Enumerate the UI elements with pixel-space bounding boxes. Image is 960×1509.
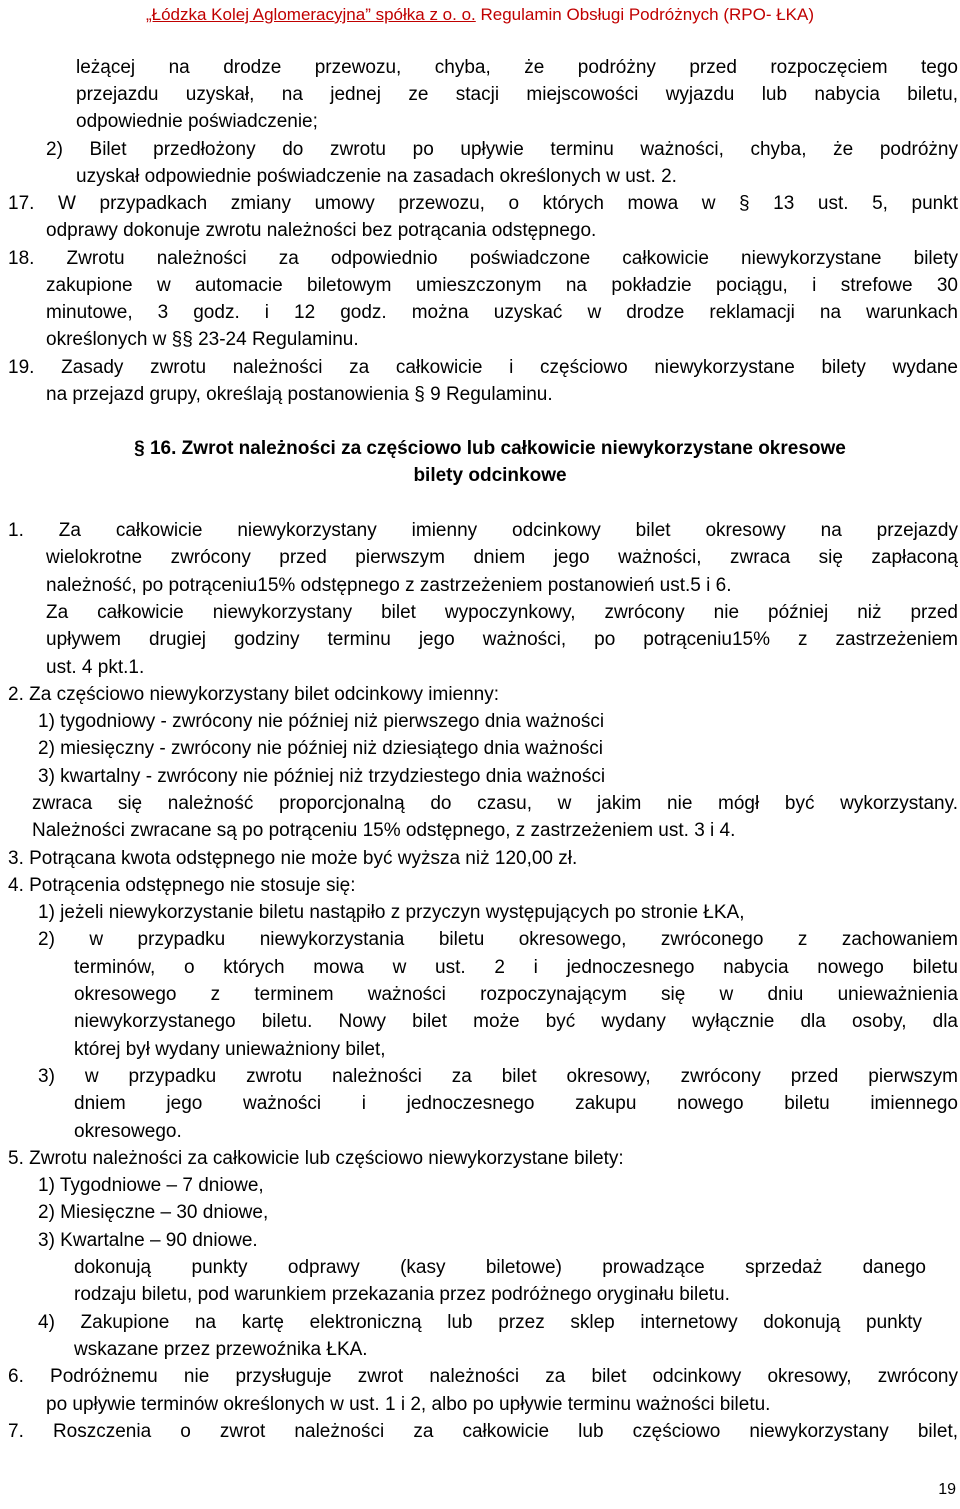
header-company: „Łódzka Kolej Aglomeracyjna” spółka z o. o. [145,5,476,24]
text-line: 3) kwartalny - zwrócony nie później niż trzydziestego dnia ważności [38,766,606,787]
text-line: Za całkowicie niewykorzystany bilet wypoczynkowy, zwrócony nie później niż przed [46,602,958,623]
text-line: okresowego z terminem ważności rozpoczynającym się w dniu unieważnienia [74,984,958,1005]
page-number: 19 [938,1481,956,1498]
text-line: 2) Miesięczne – 30 dniowe, [38,1202,269,1223]
text-line: zakupione w automacie biletowym umieszczonym na pokładzie pociągu, i strefowe 30 [46,275,958,296]
text-line: minutowe, 3 godz. i 12 godz. można uzyskać w drodze reklamacji na warunkach [46,302,958,323]
text-line: 3) Kwartalne – 90 dniowe. [38,1230,258,1251]
text-line: 17. W przypadkach zmiany umowy przewozu, o których mowa w § 13 ust. 5, punkt [8,193,958,214]
text-line: przejazdu uzyskał, na jednej ze stacji miejscowości wyjazdu lub nabycia biletu, [76,84,958,105]
text-line: 18. Zwrotu należności za odpowiednio poświadczone całkowicie niewykorzystane bilety [8,248,958,269]
text-line: na przejazd grupy, określają postanowienia § 9 Regulaminu. [46,384,553,405]
text-line: 1) jeżeli niewykorzystanie biletu nastąpiło z przyczyn występujących po stronie ŁKA, [38,902,745,923]
text-line: dokonują punkty odprawy (kasy biletowe) prowadzące sprzedaż danego [74,1257,926,1278]
text-line: odpowiednie poświadczenie; [76,111,318,132]
text-line: po upływie terminów określonych w ust. 1 i 2, albo po upływie terminu ważności biletu. [46,1394,771,1415]
text-line: 2) w przypadku niewykorzystania biletu okresowego, zwróconego z zachowaniem [38,929,958,950]
text-line: 3) w przypadku zwrotu należności za bilet okresowy, zwrócony przed pierwszym [38,1066,958,1087]
text-line: 4) Zakupione na kartę elektroniczną lub przez sklep internetowy dokonują punkty [38,1312,922,1333]
section-heading: § 16. Zwrot należności za częściowo lub całkowicie niewykorzystane okresowe [134,438,846,459]
text-line: 1. Za całkowicie niewykorzystany imienny odcinkowy bilet okresowy na przejazdy [8,520,958,541]
text-line: 19. Zasady zwrotu należności za całkowicie i częściowo niewykorzystane bilety wydane [8,357,958,378]
text-line: 4. Potrącenia odstępnego nie stosuje się: [8,875,356,896]
document-header [0,4,960,26]
text-line: której był wydany unieważniony bilet, [74,1039,386,1060]
text-line: odprawy dokonuje zwrotu należności bez potrącania odstępnego. [46,220,597,241]
text-line: 3. Potrącana kwota odstępnego nie może być wyższa niż 120,00 zł. [8,848,578,869]
text-line: należność, po potrąceniu15% odstępnego z zastrzeżeniem postanowień ust.5 i 6. [46,575,732,596]
text-line: 2. Za częściowo niewykorzystany bilet odcinkowy imienny: [8,684,500,705]
section-heading: bilety odcinkowe [413,465,567,486]
text-line: określonych w §§ 23-24 Regulaminu. [46,329,359,350]
text-line: 7. Roszczenia o zwrot należności za całkowicie lub częściowo niewykorzystany bilet, [8,1421,958,1442]
text-line: rodzaju biletu, pod warunkiem przekazania przez podróżnego oryginału biletu. [74,1284,730,1305]
text-line: 6. Podróżnemu nie przysługuje zwrot należności za bilet odcinkowy okresowy, zwrócony [8,1366,958,1387]
text-line: okresowego. [74,1121,182,1142]
text-line: 2) Bilet przedłożony do zwrotu po upływie terminu ważności, chyba, że podróżny [46,139,958,160]
text-line: upływem drugiej godziny terminu jego ważności, po potrąceniu15% z zastrzeżeniem [46,629,958,650]
text-line: 5. Zwrotu należności za całkowicie lub częściowo niewykorzystane bilety: [8,1148,624,1169]
text-line: leżącej na drodze przewozu, chyba, że podróżny przed rozpoczęciem tego [76,57,958,78]
header-title: Regulamin Obsługi Podróżnych (RPO- ŁKA) [475,5,815,24]
text-line: terminów, o których mowa w ust. 2 i jednoczesnego nabycia nowego biletu [74,957,958,978]
text-line: 2) miesięczny - zwrócony nie później niż dziesiątego dnia ważności [38,738,603,759]
text-line: ust. 4 pkt.1. [46,657,145,678]
text-line: niewykorzystanego biletu. Nowy bilet może być wydany wyłącznie dla osoby, dla [74,1011,958,1032]
text-line: dniem jego ważności i jednoczesnego zakupu nowego biletu imiennego [74,1093,958,1114]
text-line: wielokrotne zwrócony przed pierwszym dniem jego ważności, zwraca się zapłaconą [46,547,958,568]
text-line: Należności zwracane są po potrąceniu 15% odstępnego, z zastrzeżeniem ust. 3 i 4. [32,820,736,841]
text-line: wskazane przez przewoźnika ŁKA. [74,1339,368,1360]
text-line: 1) Tygodniowe – 7 dniowe, [38,1175,264,1196]
text-line: 1) tygodniowy - zwrócony nie później niż pierwszego dnia ważności [38,711,605,732]
text-line: uzyskał odpowiednie poświadczenie na zasadach określonych w ust. 2. [76,166,677,187]
text-line: zwraca się należność proporcjonalną do czasu, w jakim nie mógł być wykorzystany. [32,793,958,814]
